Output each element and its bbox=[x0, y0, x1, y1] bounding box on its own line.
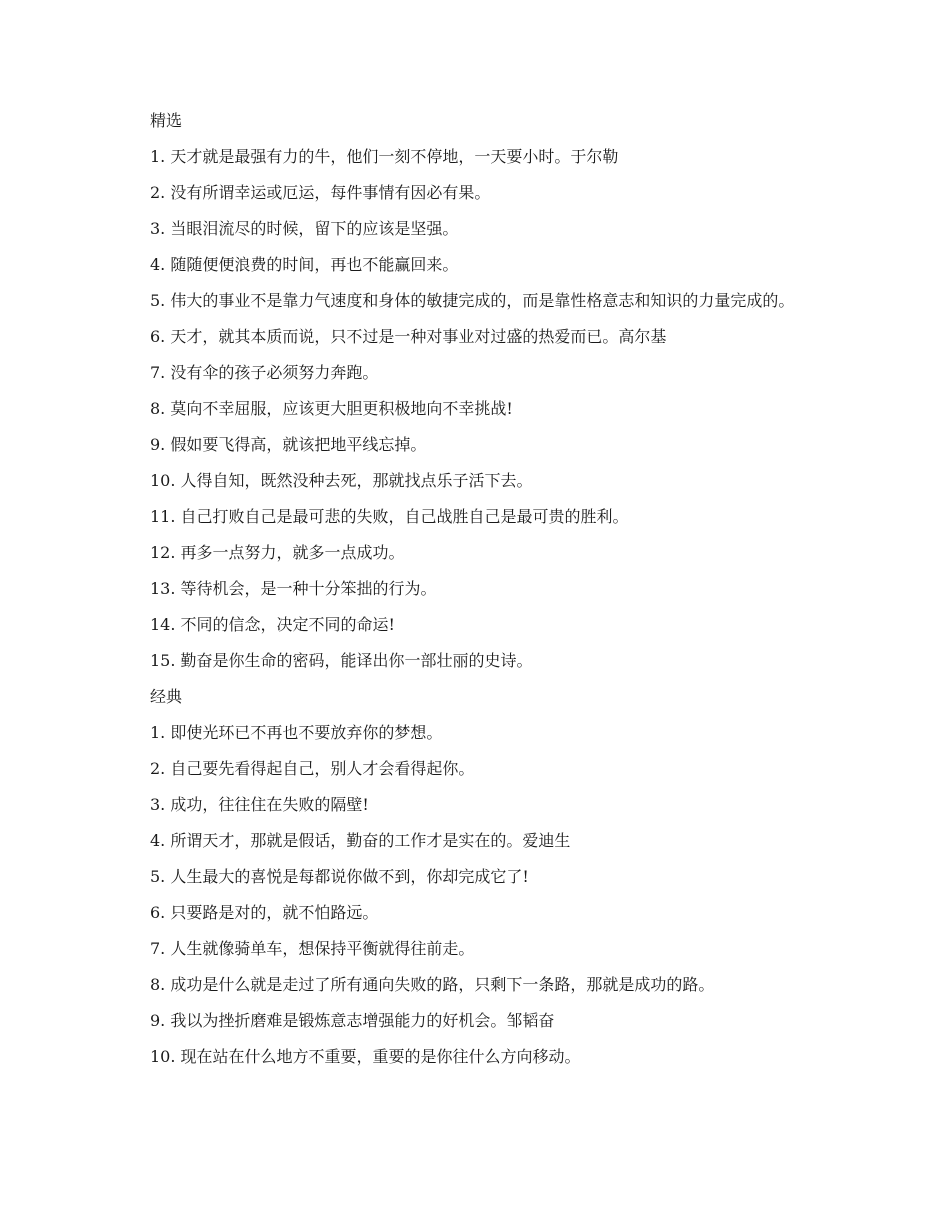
quote-item: 3. 当眼泪流尽的时候，留下的应该是坚强。 bbox=[150, 219, 459, 238]
quote-item: 5. 人生最大的喜悦是每都说你做不到，你却完成它了! bbox=[150, 867, 529, 886]
quote-item: 1. 天才就是最强有力的牛，他们一刻不停地，一天要小时。于尔勒 bbox=[150, 147, 619, 166]
quote-item: 5. 伟大的事业不是靠力气速度和身体的敏捷完成的，而是靠性格意志和知识的力量完成的。 bbox=[150, 291, 795, 310]
quote-item: 7. 人生就像骑单车，想保持平衡就得往前走。 bbox=[150, 939, 475, 958]
quote-item: 4. 随随便便浪费的时间，再也不能赢回来。 bbox=[150, 255, 459, 274]
quote-item: 1. 即使光环已不再也不要放弃你的梦想。 bbox=[150, 723, 443, 742]
quote-item: 11. 自己打败自己是最可悲的失败，自己战胜自己是最可贵的胜利。 bbox=[150, 507, 629, 526]
quote-item: 6. 只要路是对的，就不怕路远。 bbox=[150, 903, 379, 922]
quote-item: 8. 成功是什么就是走过了所有通向失败的路，只剩下一条路，那就是成功的路。 bbox=[150, 975, 715, 994]
quote-item: 6. 天才，就其本质而说，只不过是一种对事业对过盛的热爱而已。高尔基 bbox=[150, 327, 667, 346]
quote-item: 10. 人得自知，既然没种去死，那就找点乐子活下去。 bbox=[150, 471, 533, 490]
quote-item: 7. 没有伞的孩子必须努力奔跑。 bbox=[150, 363, 379, 382]
quote-item: 4. 所谓天才，那就是假话，勤奋的工作才是实在的。爱迪生 bbox=[150, 831, 571, 850]
document-page bbox=[113, 110, 843, 1082]
quote-item: 3. 成功，往往住在失败的隔壁! bbox=[150, 795, 369, 814]
quote-item: 2. 没有所谓幸运或厄运，每件事情有因必有果。 bbox=[150, 183, 491, 202]
quote-item: 9. 假如要飞得高，就该把地平线忘掉。 bbox=[150, 435, 427, 454]
section-heading: 经典 bbox=[150, 687, 183, 706]
quote-item: 12. 再多一点努力，就多一点成功。 bbox=[150, 543, 405, 562]
quote-item: 15. 勤奋是你生命的密码，能译出你一部壮丽的史诗。 bbox=[150, 651, 533, 670]
quote-item: 14. 不同的信念，决定不同的命运! bbox=[150, 615, 395, 634]
quote-item: 2. 自己要先看得起自己，别人才会看得起你。 bbox=[150, 759, 475, 778]
quote-item: 13. 等待机会，是一种十分笨拙的行为。 bbox=[150, 579, 437, 598]
quote-item: 10. 现在站在什么地方不重要，重要的是你往什么方向移动。 bbox=[150, 1047, 581, 1066]
quote-item: 9. 我以为挫折磨难是锻炼意志增强能力的好机会。邹韬奋 bbox=[150, 1011, 555, 1030]
quote-item: 8. 莫向不幸屈服，应该更大胆更积极地向不幸挑战! bbox=[150, 399, 513, 418]
section-heading: 精选 bbox=[150, 111, 183, 130]
